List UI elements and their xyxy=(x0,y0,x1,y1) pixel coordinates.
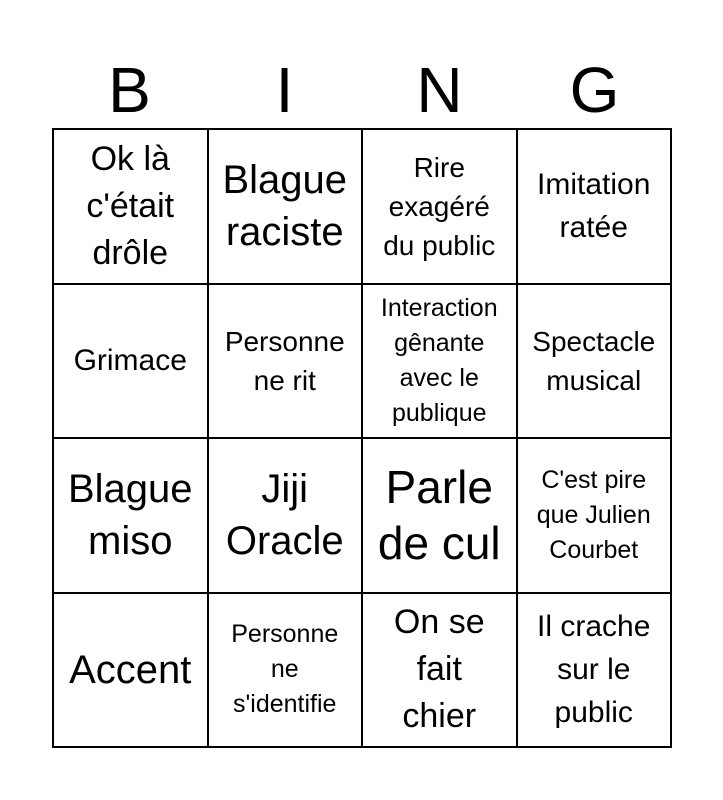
bingo-cell[interactable] xyxy=(362,129,517,284)
bingo-cell[interactable] xyxy=(362,284,517,439)
bingo-cell[interactable] xyxy=(208,593,363,748)
cell-text: C'est pire que Julien Courbet xyxy=(536,465,651,564)
header-letter-b: B xyxy=(108,54,151,126)
cell-text: Interaction gênante avec le publique xyxy=(380,293,498,427)
cell-text: Parle de cul xyxy=(377,461,501,570)
bingo-cell[interactable] xyxy=(208,129,363,284)
cell-text: Il crache sur le public xyxy=(537,610,651,730)
cell-text: Jiji Oracle xyxy=(225,467,344,564)
cell-text: Rire exagéré du public xyxy=(383,151,496,261)
cell-text: Spectacle musical xyxy=(532,325,656,396)
cell-text: Blague raciste xyxy=(222,158,348,255)
bingo-cell[interactable] xyxy=(517,438,672,593)
bingo-cell[interactable] xyxy=(53,129,208,284)
cell-text: Ok là c'était drôle xyxy=(86,139,175,272)
bingo-cell[interactable] xyxy=(517,593,672,748)
cell-text: Imitation ratée xyxy=(537,168,651,245)
cell-text: Grimace xyxy=(73,344,187,378)
cell-text: Accent xyxy=(69,647,192,692)
bingo-cell[interactable] xyxy=(517,129,672,284)
bingo-cell[interactable] xyxy=(362,593,517,748)
bingo-cell[interactable] xyxy=(362,438,517,593)
bingo-cell[interactable] xyxy=(517,284,672,439)
header-letter-i: I xyxy=(275,54,294,126)
bingo-header xyxy=(52,52,672,128)
bingo-cell[interactable] xyxy=(208,438,363,593)
bingo-board xyxy=(52,128,672,748)
cell-text: On se fait chier xyxy=(393,603,485,736)
cell-text: Personne ne s'identifie xyxy=(231,620,339,719)
bingo-cell[interactable] xyxy=(208,284,363,439)
header-letter-g: G xyxy=(569,54,620,126)
cell-text: Personne ne rit xyxy=(224,325,345,396)
bingo-cell[interactable] xyxy=(53,593,208,748)
bingo-cell[interactable] xyxy=(53,438,208,593)
header-letter-n: N xyxy=(416,54,463,126)
cell-text: Blague miso xyxy=(67,467,193,564)
bingo-cell[interactable] xyxy=(53,284,208,439)
